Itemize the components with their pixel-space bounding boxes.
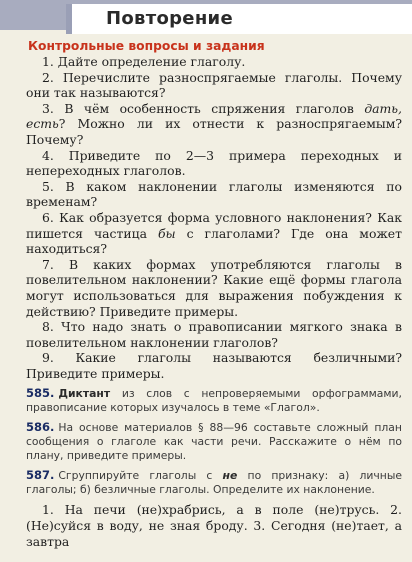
particle-ne: не	[222, 469, 238, 483]
question-1: 1. Дайте определение глаголу.	[42, 54, 246, 69]
exercise-sentences: 1. На печи (не)храбрись, а в поле (не)трусь. 2. (Не)суйся в воду, не зная броду. 3. Сегодня (не)тает, а завтра	[26, 502, 402, 549]
exercise-586: 586. На основе материалов § 88—96 составьте сложный план сообщения о глаголе как части речи. Расскажите о нём по плану, приведите примеры.	[26, 420, 402, 463]
exercise-585: 585. Диктант из слов с непроверяемыми орфограммами, правописание которых изучалось в теме «Глагол».	[26, 386, 402, 415]
question-7: 7. В каких формах употребляются глаголы в повелительном наклонении? Какие ещё формы глагола могут использоваться для выражения побуждения к действию? Приведите примеры.	[26, 256, 402, 319]
exercise-587: 587. Сгруппируйте глаголы с не по признаку: а) личные глаголы; б) безличные глаголы. Определите их наклонение.	[26, 468, 402, 497]
question-8: 8. Что надо знать о правописании мягкого знака в повелительном наклонении глаголов?	[26, 319, 402, 350]
exercise-number: 587.	[26, 468, 55, 483]
exercise-number: 585.	[26, 386, 55, 401]
exercise-number: 586.	[26, 420, 55, 435]
question-2: 2. Перечислите разноспрягаемые глаголы. Почему они так называются?	[26, 69, 402, 101]
italic-term: дать, есть	[26, 100, 402, 132]
question-6: 6. Как образуется форма условного наклонения? Как пишется частица бы с глаголами? Где она может находиться?	[26, 209, 402, 257]
question-list	[26, 54, 402, 381]
chapter-title: Повторение	[106, 8, 233, 29]
italic-term: бы	[157, 225, 176, 241]
question-9: 9. Какие глаголы называются безличными? Приведите примеры.	[26, 350, 402, 381]
question-4: 4. Приведите по 2—3 примера переходных и непереходных глаголов.	[26, 147, 402, 179]
question-3: 3. В чём особенность спряжения глаголов дать, есть? Можно ли их отнести к разноспрягаемым? Почему?	[26, 100, 402, 147]
page-content	[26, 38, 402, 562]
question-5: 5. В каком наклонении глаголы изменяются по временам?	[26, 178, 402, 210]
dictation-label: Диктант	[58, 387, 111, 401]
chapter-header	[66, 4, 412, 34]
section-heading: Контрольные вопросы и задания	[28, 39, 265, 53]
